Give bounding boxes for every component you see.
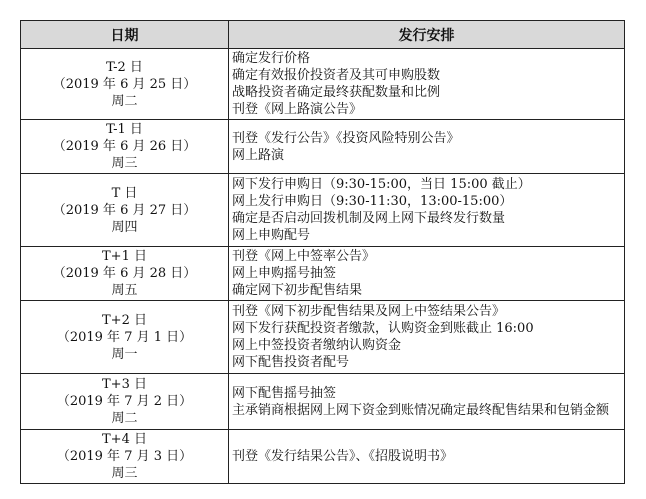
calendar-date: （2019 年 6 月 27 日）: [52, 202, 197, 218]
date-cell: [21, 120, 229, 174]
arrangement-column-header: 发行安排: [229, 21, 625, 49]
weekday: 周五: [111, 283, 138, 298]
arrangement-item: 网上申购摇号抽签: [232, 266, 337, 281]
arrangement-item: 网下配售摇号抽签: [232, 385, 337, 401]
table-header-row: [21, 21, 625, 49]
trading-day: T-1 日: [106, 122, 143, 137]
arrangement-item: 网下配售投资者配号: [232, 355, 350, 370]
date-cell: [21, 174, 229, 247]
arrangement-item: 刊登《发行公告》《投资风险特别公告》: [232, 130, 460, 146]
arrangement-cell: [229, 374, 625, 430]
arrangement-item: 刊登《发行结果公告》、《招股说明书》: [232, 449, 454, 464]
arrangement-cell: [229, 247, 625, 301]
date-column-header: 日期: [21, 21, 229, 49]
table-row: [21, 374, 625, 430]
date-cell: [21, 49, 229, 120]
weekday: 周三: [111, 156, 138, 171]
arrangement-item: 确定网下初步配售结果: [232, 283, 363, 298]
arrangement-item: 网上路演: [232, 147, 285, 163]
calendar-date: （2019 年 6 月 26 日）: [52, 139, 197, 154]
arrangement-item: 战略投资者确定最终获配数量和比例: [232, 85, 441, 100]
table-row: [21, 301, 625, 374]
arrangement-item: 确定发行价格: [232, 51, 311, 66]
weekday: 周二: [111, 411, 138, 426]
calendar-date: （2019 年 6 月 25 日）: [52, 76, 197, 92]
trading-day: T 日: [111, 185, 138, 201]
arrangement-item: 确定是否启动回拨机制及网上网下最终发行数量: [232, 211, 506, 226]
arrangement-item: 确定有效报价投资者及其可申购股数: [232, 68, 441, 83]
weekday: 周一: [111, 346, 138, 362]
table-row: [21, 174, 625, 247]
date-cell: [21, 430, 229, 484]
arrangement-item: 刊登《网上路演公告》: [232, 102, 363, 117]
calendar-date: （2019 年 7 月 2 日）: [56, 394, 193, 409]
arrangement-item: 刊登《网下初步配售结果及网上中签结果公告》: [232, 304, 506, 319]
date-cell: [21, 374, 229, 430]
arrangement-cell: [229, 174, 625, 247]
trading-day: T+1 日: [102, 249, 147, 264]
arrangement-item: 网上发行申购日（9:30-11:30，13:00-15:00）: [232, 194, 513, 209]
date-cell: [21, 301, 229, 374]
arrangement-cell: [229, 430, 625, 484]
arrangement-item: 刊登《网上中签率公告》: [232, 249, 376, 264]
table-row: [21, 247, 625, 301]
weekday: 周四: [111, 219, 138, 235]
table-row: [21, 430, 625, 484]
arrangement-item: 主承销商根据网上网下资金到账情况确定最终配售结果和包销金额: [232, 402, 610, 418]
calendar-date: （2019 年 6 月 28 日）: [52, 266, 197, 281]
trading-day: T-2 日: [106, 59, 143, 75]
arrangement-cell: [229, 301, 625, 374]
issuance-schedule-table: [20, 20, 625, 484]
arrangement-cell: [229, 49, 625, 120]
arrangement-item: 网下发行获配投资者缴款，认购资金到账截止 16:00: [232, 321, 534, 336]
calendar-date: （2019 年 7 月 3 日）: [56, 449, 193, 464]
trading-day: T+4 日: [102, 432, 147, 447]
arrangement-item: 网上中签投资者缴纳认购资金: [232, 338, 402, 353]
table-row: [21, 120, 625, 174]
table-row: [21, 49, 625, 120]
trading-day: T+3 日: [102, 377, 147, 392]
arrangement-item: 网上申购配号: [232, 228, 311, 243]
calendar-date: （2019 年 7 月 1 日）: [56, 329, 193, 345]
weekday: 周二: [111, 93, 138, 109]
trading-day: T+2 日: [102, 312, 147, 328]
date-cell: [21, 247, 229, 301]
weekday: 周三: [111, 466, 138, 481]
arrangement-cell: [229, 120, 625, 174]
arrangement-item: 网下发行申购日（9:30-15:00，当日 15:00 截止）: [232, 177, 531, 192]
